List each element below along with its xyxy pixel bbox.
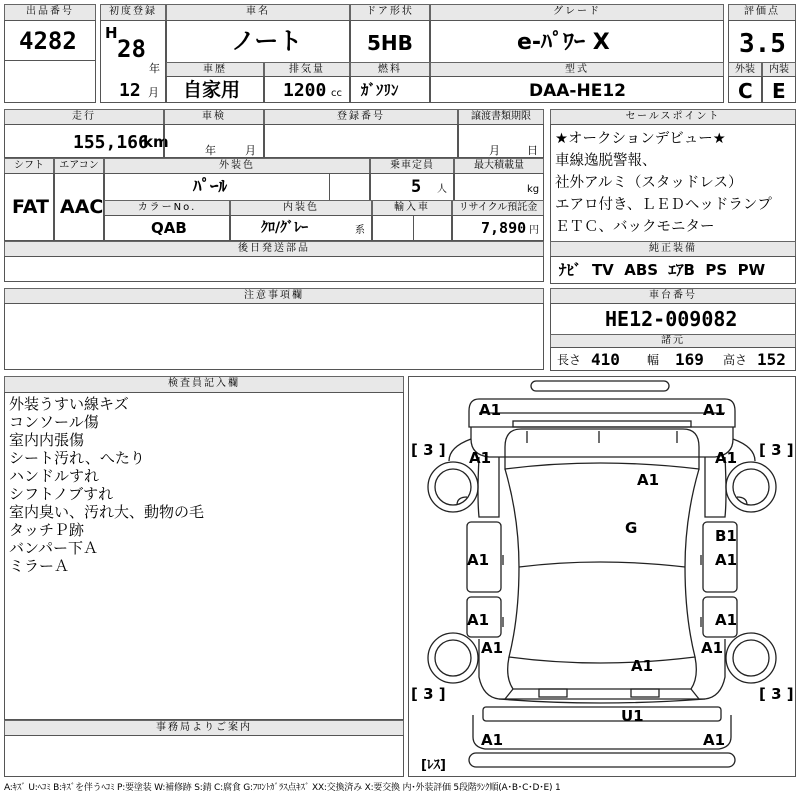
- model-value: DAA-HE12: [529, 81, 626, 101]
- mark-front-bumper-left: A1: [479, 401, 502, 419]
- inspector-note: 外装うすい線キズ: [9, 395, 129, 413]
- inspector-note: ハンドルすれ: [9, 467, 100, 485]
- chassis-label: 車台番号: [550, 288, 796, 304]
- spec-label: 諸元: [550, 334, 796, 348]
- spare-tire: [ﾚｽ]: [421, 758, 446, 773]
- load-unit: kg: [527, 184, 540, 195]
- mark-door-rear-left: A1: [467, 611, 490, 629]
- color-no-box: [104, 215, 230, 241]
- mark-quarter-right: A1: [701, 639, 724, 657]
- transfer-box: [458, 124, 544, 158]
- first-reg-box: [100, 20, 166, 103]
- car-outline: [409, 377, 795, 776]
- int-color-unit: 系: [355, 225, 365, 236]
- fuel-box: [350, 76, 430, 103]
- name-label: 車名: [166, 4, 350, 21]
- name-box: [166, 20, 350, 63]
- tire-front-left: [ 3 ]: [411, 441, 446, 459]
- import-box: [372, 215, 452, 241]
- transfer-day-unit: 日: [527, 144, 538, 157]
- ac-label: エアコン: [54, 158, 104, 174]
- sales-point-line: エアロ付き、ＬＥＤヘッドランプ: [555, 197, 772, 213]
- inspector-note: 室内臭い、汚れ大、動物の毛: [9, 503, 205, 521]
- inspection-year-unit: 年: [205, 144, 216, 157]
- mileage-value: 155,166: [73, 132, 149, 153]
- caution-label: 注意事項欄: [4, 288, 544, 304]
- load-label: 最大積載量: [454, 158, 544, 174]
- fuel-value: ｶﾞｿﾘﾝ: [361, 81, 399, 99]
- regno-box: [264, 124, 458, 158]
- ext-color-divider: [329, 174, 330, 200]
- grade-value: e-ﾊﾟﾜｰ X: [517, 30, 610, 55]
- inspector-note: コンソール傷: [9, 413, 99, 431]
- sales-point-line: ★オークションデビュー★: [555, 131, 726, 147]
- spec-box: [550, 347, 796, 371]
- office-label: 事務局よりご案内: [4, 720, 404, 736]
- color-no-label: カラーNo.: [104, 200, 230, 216]
- inspection-month-unit: 月: [245, 144, 256, 157]
- mileage-unit: km: [143, 133, 169, 151]
- displacement-label: 排気量: [264, 62, 350, 77]
- displacement-box: [264, 76, 350, 103]
- fuel-label: 燃料: [350, 62, 430, 77]
- mark-fender-front-right: A1: [715, 449, 738, 467]
- tire-rear-left: [ 3 ]: [411, 685, 446, 703]
- mark-door-front-left: A1: [467, 551, 490, 569]
- transfer-label: 譲渡書類期限: [458, 109, 544, 125]
- door-value: 5HB: [367, 31, 413, 55]
- inspector-note: 室内内張傷: [9, 431, 85, 449]
- tire-rear-right: [ 3 ]: [759, 685, 794, 703]
- length-value: 410: [591, 350, 620, 369]
- mark-hood: A1: [637, 471, 660, 489]
- seats-box: [370, 173, 454, 201]
- mark-trunk: A1: [631, 657, 654, 675]
- inspector-note: バンパー下Ａ: [9, 539, 98, 557]
- chassis-number: HE12-009082: [605, 307, 738, 331]
- model-box: [430, 76, 724, 103]
- mark-door-front-right-b: B1: [715, 527, 737, 545]
- reg-month: 12: [119, 80, 141, 101]
- ac-box: [54, 173, 104, 241]
- era: H: [105, 24, 118, 42]
- ext-grade: C: [738, 79, 753, 103]
- seats-label: 乗車定員: [370, 158, 454, 174]
- mark-front-bumper-right: A1: [703, 401, 726, 419]
- color-no-value: QAB: [151, 219, 187, 237]
- reg-year-unit: 年: [149, 62, 160, 75]
- door-box: [350, 20, 430, 63]
- height-label: 高さ: [723, 353, 748, 367]
- shift-label: シフト: [4, 158, 54, 174]
- sales-point-line: ＥＴＣ、バックモニター: [555, 219, 715, 235]
- import-label: 輸入車: [372, 200, 452, 216]
- seats-unit: 人: [437, 184, 447, 195]
- int-grade-label: 内装: [762, 62, 796, 77]
- score-label: 評価点: [728, 4, 796, 21]
- sales-points-box: [550, 124, 796, 242]
- mark-door-front-right: A1: [715, 551, 738, 569]
- history-box: [166, 76, 264, 103]
- later-parts-label: 後日発送部品: [4, 241, 544, 257]
- sales-points-label: セールスポイント: [550, 109, 796, 125]
- chassis-box: [550, 303, 796, 335]
- equipment-box: [550, 256, 796, 284]
- width-value: 169: [675, 350, 704, 369]
- mark-quarter-left: A1: [481, 639, 504, 657]
- lot-number: 4282: [19, 27, 77, 55]
- later-parts-box: [4, 256, 544, 282]
- ac-value: AAC: [60, 196, 104, 218]
- inspector-note: タッチＰ跡: [9, 521, 85, 539]
- ext-grade-box: [728, 76, 762, 103]
- caution-box: [4, 303, 544, 370]
- shift-value: FAT: [12, 196, 49, 218]
- mark-fender-front-left: A1: [469, 449, 492, 467]
- mileage-box: [4, 124, 169, 158]
- regno-label: 登録番号: [264, 109, 458, 125]
- import-divider: [413, 216, 414, 240]
- reg-year: 28: [117, 35, 146, 63]
- displacement-value: 1200: [283, 80, 327, 101]
- length-label: 長さ: [557, 353, 582, 367]
- ext-color-value: ﾊﾟｰﾙ: [193, 177, 227, 197]
- inspection-box: [164, 124, 264, 158]
- lot-box: [4, 20, 96, 61]
- recycle-value: 7,890: [481, 219, 527, 237]
- seats-value: 5: [411, 177, 422, 197]
- ext-color-label: 外装色: [104, 158, 370, 174]
- door-label: ドア形状: [350, 4, 430, 21]
- mark-rear-u: U1: [621, 707, 644, 725]
- int-color-label: 内装色: [230, 200, 372, 216]
- inspection-label: 車検: [164, 109, 264, 125]
- recycle-unit: 円: [529, 225, 539, 236]
- mark-door-rear-right: A1: [715, 611, 738, 629]
- reg-month-unit: 月: [148, 86, 159, 99]
- history-value: 自家用: [183, 79, 241, 101]
- first-reg-label: 初度登録: [100, 4, 166, 21]
- transfer-month-unit: 月: [489, 144, 500, 157]
- int-grade: E: [772, 79, 786, 103]
- car-diagram: [408, 376, 796, 777]
- grade-label: グレード: [430, 4, 724, 21]
- ext-color-box: [104, 173, 370, 201]
- lot-blank: [4, 60, 96, 103]
- mark-rear-bumper-left: A1: [481, 731, 504, 749]
- inspector-label: 検査員記入欄: [4, 376, 404, 393]
- mileage-label: 走行: [4, 109, 164, 125]
- tire-front-right: [ 3 ]: [759, 441, 794, 459]
- grade-box: [430, 20, 724, 63]
- width-label: 幅: [647, 353, 660, 367]
- load-box: [454, 173, 544, 201]
- car-name: ノート: [231, 27, 303, 55]
- score-value: 3.5: [739, 29, 786, 59]
- equipment-label: 純正装備: [550, 241, 796, 257]
- inspector-box: [4, 392, 404, 720]
- displacement-unit: cc: [331, 88, 342, 99]
- int-color-value: ｸﾛ/ｸﾞﾚｰ: [261, 220, 309, 236]
- inspector-note: ミラーＡ: [9, 557, 70, 575]
- lot-label: 出品番号: [4, 4, 96, 21]
- shift-box: [4, 173, 54, 241]
- height-value: 152: [757, 350, 786, 369]
- sales-point-line: 社外アルミ（スタッドレス）: [555, 175, 743, 191]
- inspector-note: シート汚れ、へたり: [9, 449, 145, 467]
- ext-grade-label: 外装: [728, 62, 762, 77]
- int-grade-box: [762, 76, 796, 103]
- sales-point-line: 車線逸脱警報、: [555, 153, 657, 169]
- model-label: 型式: [430, 62, 724, 77]
- history-label: 車歴: [166, 62, 264, 77]
- legend: A:ｷｽﾞ U:ﾍｺﾐ B:ｷｽﾞを伴うﾍｺﾐ P:要塗装 W:補修跡 S:錆 C:腐食 G:ﾌﾛﾝﾄｶﾞﾗｽ点ｷｽﾞ XX:交換済み X:要交換 内･外装評価 5段階ﾗﾝｸ順(A･B･C･D･E) 1: [4, 783, 561, 793]
- recycle-box: [452, 215, 544, 241]
- int-color-box: [230, 215, 372, 241]
- mark-roof: G: [625, 519, 638, 537]
- equipment-items: ﾅﾋﾞ TV ABS ｴｱB PS PW: [559, 261, 766, 279]
- recycle-label: リサイクル預託金: [452, 200, 544, 216]
- inspector-note: シフトノブすれ: [9, 485, 114, 503]
- score-box: [728, 20, 796, 63]
- office-box: [4, 735, 404, 777]
- mark-rear-bumper-right: A1: [703, 731, 726, 749]
